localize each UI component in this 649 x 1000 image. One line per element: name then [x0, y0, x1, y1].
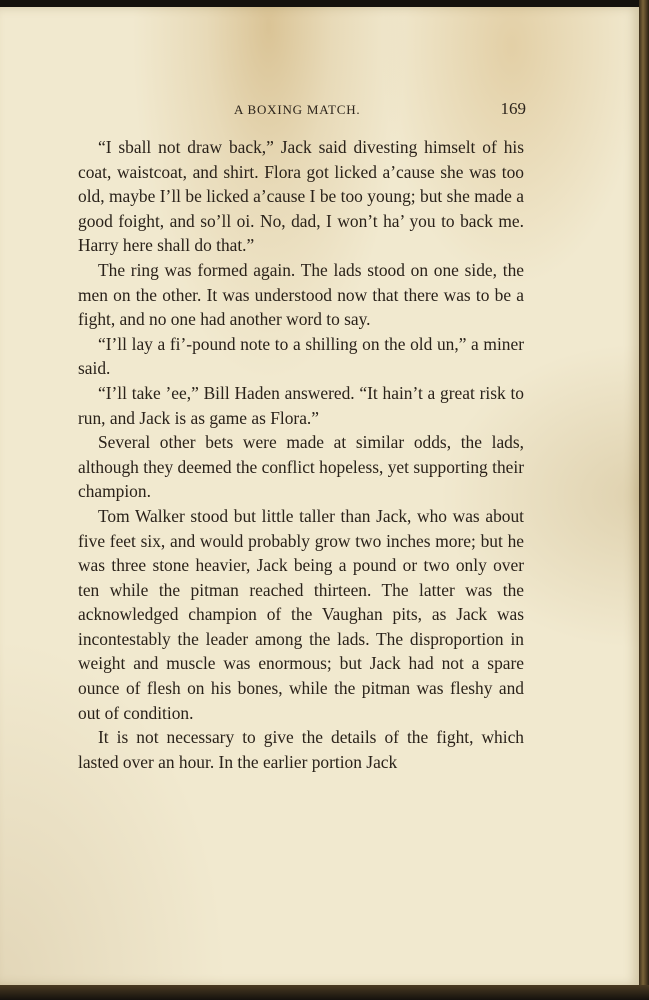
- page-number: 169: [500, 99, 526, 118]
- paragraph: It is not necessary to give the details of the fight, which lasted over an hour. In the earlier portion Jack: [78, 727, 524, 772]
- paragraph: The ring was formed again. The lads stood on one side, the men on the other. It was understood now that there was to be a fight, and no one had another word to say.: [78, 259, 524, 330]
- paragraph: Tom Walker stood but little taller than Jack, who was about five feet six, and would probably grow two inches more; but he was three stone heavier, Jack being a pound or two only over ten while the pitman reached thirteen. The latter was the acknowledged champion of the Vaughan pits, as Jack was incontestably the leader among the lads. The disproportion in weight and muscle was enormous; but Jack had not a spare ounce of flesh on his bones, while the pitman was fleshy and out of condition.: [78, 505, 524, 723]
- book-edge-bottom: [0, 985, 649, 1000]
- paragraph: Several other bets were made at similar odds, the lads, although they deemed the conflict hopeless, yet supporting their champion.: [78, 432, 524, 502]
- running-title: A BOXING MATCH.: [234, 102, 361, 117]
- book-page: [0, 7, 640, 985]
- paragraph: “I sball not draw back,” Jack said divesting himselt of his coat, waistcoat, and shirt. Flora got licked a’cause she was too old, maybe I’ll be licked a’cause I be too young; but she made a good foight, and so’ll oi. No, dad, I won’t ha’ you to back me. Harry here shall do that.”: [78, 137, 524, 256]
- book-edge-right: [639, 0, 649, 1000]
- paragraph: “I’ll take ’ee,” Bill Haden answered. “It hain’t a great risk to run, and Jack is as game as Flora.”: [78, 382, 524, 428]
- page-header: [78, 99, 528, 121]
- body-text: [78, 135, 524, 774]
- paragraph: “I’ll lay a fi’-pound note to a shilling on the old un,” a miner said.: [78, 333, 524, 379]
